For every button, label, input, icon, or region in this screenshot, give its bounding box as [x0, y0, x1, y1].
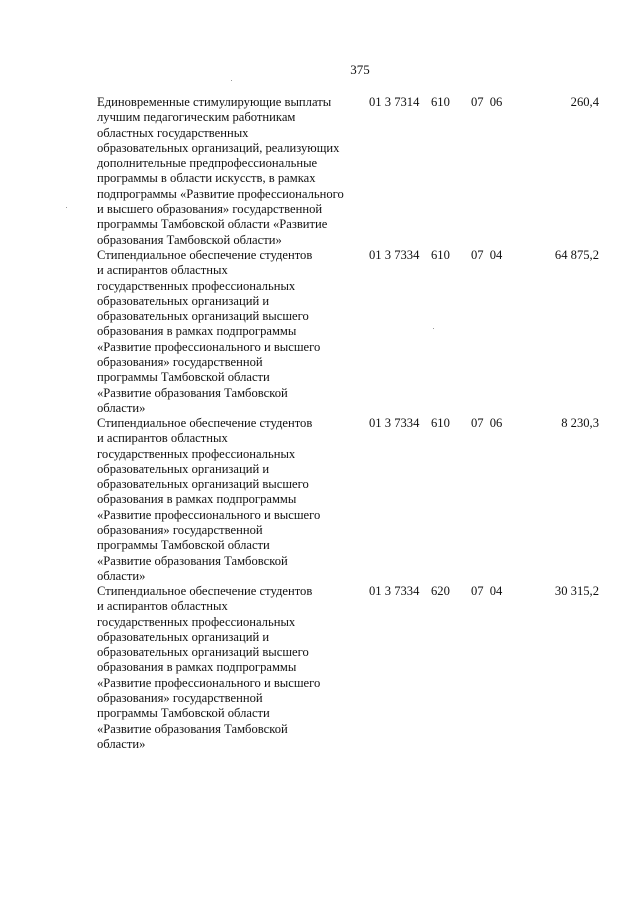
target-article-code: 01 3 7334: [369, 248, 420, 262]
table-row: [97, 416, 607, 583]
row-description: Стипендиальное обеспечение студентов и аспирантов областных государственных профессиональных образовательных организаций и образовательных организаций высшего образования в рамках подпрограммы «Развитие профессионального и высшего образования» государственной программы Тамбовской области «Развитие образования Тамбовской области»: [97, 584, 321, 751]
row-description: Единовременные стимулирующие выплаты лучшим педагогическим работникам областных государственных образовательных организаций, реализующих дополнительные предпрофессиональные программы в области искусств, в рамках подпрограммы «Развитие профессионального и высшего образования» государственной программы Тамбовской области «Развитие образования Тамбовской области»: [97, 95, 344, 247]
target-article-code: 01 3 7314: [369, 95, 420, 109]
table-row: [97, 248, 607, 415]
amount: 8 230,3: [561, 416, 599, 430]
expense-type: 620: [431, 584, 450, 598]
section-subsection: 07 06: [471, 416, 503, 430]
expense-type: 610: [431, 416, 450, 430]
scan-speck: [231, 80, 232, 81]
table-row: [97, 584, 607, 751]
page-number: 375: [350, 62, 370, 77]
target-article-code: 01 3 7334: [369, 416, 420, 430]
expense-type: 610: [431, 248, 450, 262]
section-subsection: 07 06: [471, 95, 503, 109]
amount: 260,4: [570, 95, 599, 109]
expense-type: 610: [431, 95, 450, 109]
target-article-code: 01 3 7334: [369, 584, 420, 598]
amount: 30 315,2: [554, 584, 599, 598]
row-description: Стипендиальное обеспечение студентов и аспирантов областных государственных профессиональных образовательных организаций и образовательных организаций высшего образования в рамках подпрограммы «Развитие профессионального и высшего образования» государственной программы Тамбовской области «Развитие образования Тамбовской области»: [97, 248, 321, 415]
scan-speck: [66, 207, 67, 208]
section-subsection: 07 04: [471, 248, 503, 262]
row-description: Стипендиальное обеспечение студентов и аспирантов областных государственных профессиональных образовательных организаций и образовательных организаций высшего образования в рамках подпрограммы «Развитие профессионального и высшего образования» государственной программы Тамбовской области «Развитие образования Тамбовской области»: [97, 416, 321, 583]
amount: 64 875,2: [554, 248, 599, 262]
section-subsection: 07 04: [471, 584, 503, 598]
table-row: [97, 95, 607, 255]
